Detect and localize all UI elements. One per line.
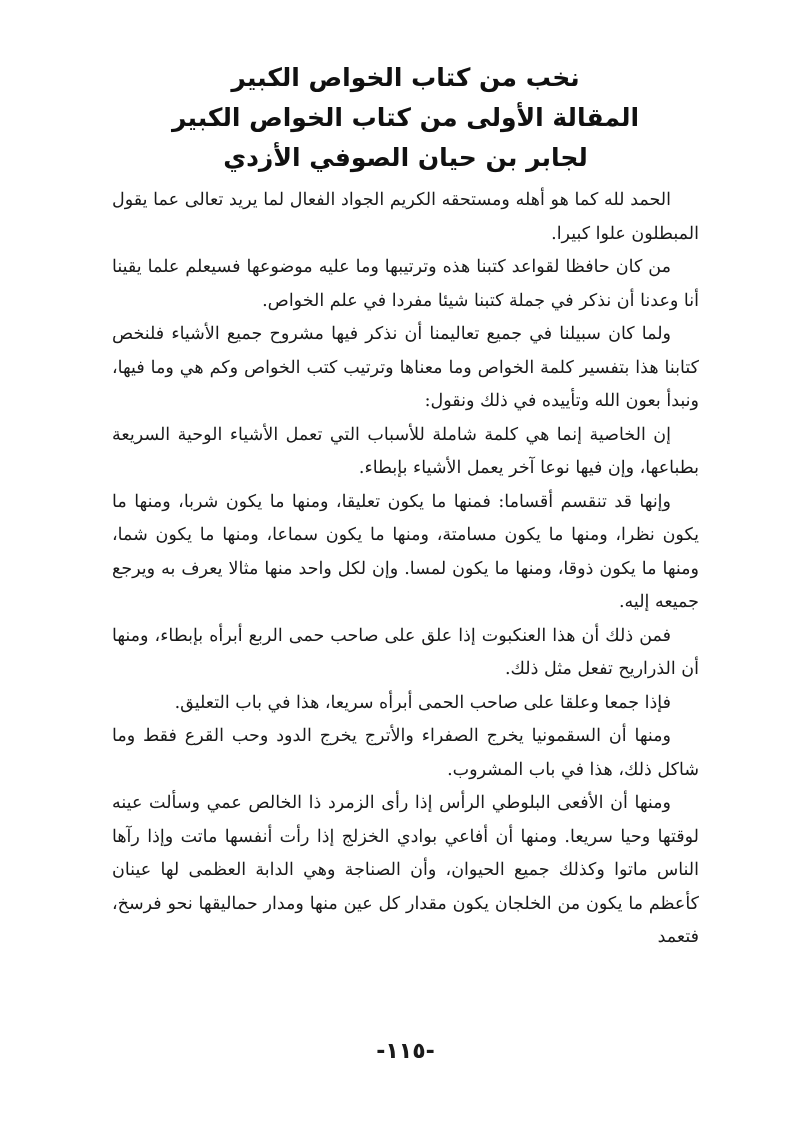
title-block bbox=[112, 58, 699, 178]
main-title: نخب من كتاب الخواص الكبير bbox=[231, 63, 580, 92]
paragraph: فمن ذلك أن هذا العنكبوت إذا علق على صاحب حمى الربع أبرأه بإبطاء، ومنها أن الذراريح تفعل مثل ذلك. bbox=[112, 625, 699, 679]
body-text bbox=[112, 184, 699, 955]
page-number: -١١٥- bbox=[376, 1039, 435, 1064]
section-title: المقالة الأولى من كتاب الخواص الكبير bbox=[171, 103, 640, 132]
paragraph: ولما كان سبيلنا في جميع تعاليمنا أن نذكر فيها مشروح جميع الأشياء فلنخص كتابنا هذا بتفسير كلمة الخواص وما معناها وترتيب كتب الخواص وكم هي وما فيها، ونبدأ بعون الله وتأييده في ذلك ونقول: bbox=[112, 324, 699, 411]
paragraph: الحمد لله كما هو أهله ومستحقه الكريم الجواد الفعال لما يريد تعالى عما يقول المبطلون علوا كبيرا. bbox=[112, 190, 699, 244]
paragraph: من كان حافظا لقواعد كتبنا هذه وترتيبها وما عليه موضوعها فسيعلم علما يقينا أنا وعدنا أن نذكر في جملة كتبنا شيئا مفردا في علم الخواص. bbox=[112, 257, 699, 311]
paragraph: ومنها أن الأفعى البلوطي الرأس إذا رأى الزمرد ذا الخالص عمي وسألت عينه لوقتها وحيا سريعا. ومنها أن أفاعي بوادي الخزلج إذا رأت أنفسها ماتت وإذا رآها الناس ماتوا وكذلك جميع الحيوان، وأن الصناجة وهي الدابة العظمى لها عينان كأعظم ما يكون من الخلجان يكون مقدار كل عين منها ومدار حماليقها نحو فرسخ، فتعمد bbox=[112, 793, 699, 947]
paragraph: فإذا جمعا وعلقا على صاحب الحمى أبرأه سريعا، هذا في باب التعليق. bbox=[174, 692, 671, 713]
paragraph: وإنها قد تنقسم أقساما: فمنها ما يكون تعليقا، ومنها ما يكون شربا، ومنها ما يكون نظرا، ومنها ما يكون مسامتة، ومنها ما يكون سماعا، ومنها ما يكون شما، ومنها ما يكون ذوقا، ومنها ما يكون لمسا. وإن لكل واحد منها مثالا يعرف به ويرجع جميعه إليه. bbox=[112, 491, 699, 612]
author-title: لجابر بن حيان الصوفي الأزدي bbox=[223, 143, 588, 172]
paragraph: إن الخاصية إنما هي كلمة شاملة للأسباب التي تعمل الأشياء الوحية السريعة بطباعها، وإن فيها نوعا آخر يعمل الأشياء بإبطاء. bbox=[112, 424, 699, 478]
paragraph: ومنها أن السقمونيا يخرج الصفراء والأترج يخرج الدود وحب القرع فقط وما شاكل ذلك، هذا في باب المشروب. bbox=[112, 726, 699, 780]
